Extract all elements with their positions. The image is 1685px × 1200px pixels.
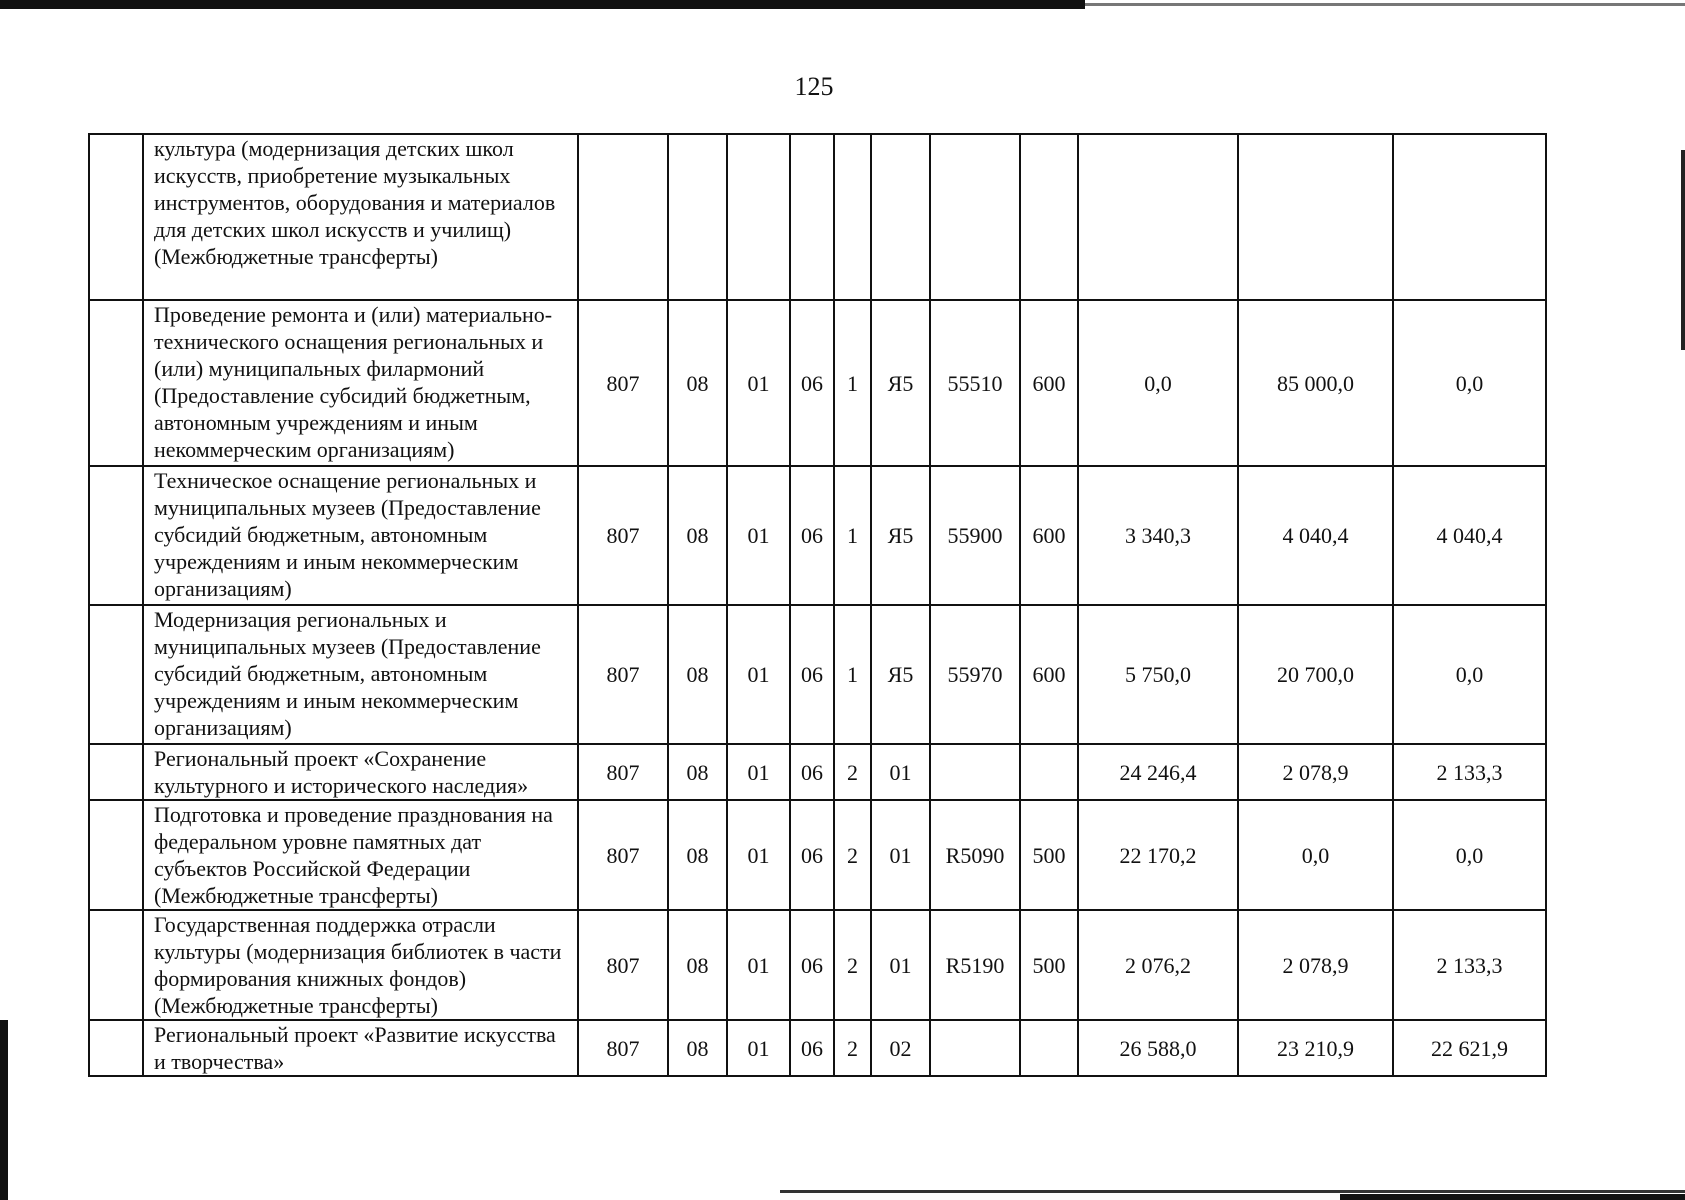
- project-code-cell: [871, 134, 930, 300]
- project-code-cell: 01: [871, 910, 930, 1020]
- row-number-cell: [89, 300, 143, 466]
- item-name-cell: Государственная поддержка отрасли культуры (модернизация библиотек в части формирования книжных фондов) (Межбюджетные трансферты): [143, 910, 578, 1020]
- table-row: [89, 605, 1546, 744]
- amount-year-2-cell: 85 000,0: [1238, 300, 1393, 466]
- expense-type-cell: [1020, 744, 1078, 800]
- direction-code-cell: R5190: [930, 910, 1020, 1020]
- amount-year-2-cell: 20 700,0: [1238, 605, 1393, 744]
- project-code-cell: 01: [871, 800, 930, 910]
- program-code-cell: 06: [790, 1020, 834, 1076]
- subsection-code-cell: 01: [727, 910, 790, 1020]
- table-row: [89, 910, 1546, 1020]
- subsection-code-cell: 01: [727, 300, 790, 466]
- expense-type-cell: 600: [1020, 300, 1078, 466]
- amount-year-1-cell: 24 246,4: [1078, 744, 1238, 800]
- section-code-cell: [668, 134, 727, 300]
- table-row: [89, 800, 1546, 910]
- amount-year-3-cell: 0,0: [1393, 800, 1546, 910]
- scan-edge-bottom: [780, 1190, 1685, 1193]
- amount-year-3-cell: 0,0: [1393, 605, 1546, 744]
- ministry-code-cell: [578, 134, 668, 300]
- program-code-cell: [790, 134, 834, 300]
- item-name-cell: Проведение ремонта и (или) материально-технического оснащения региональных и (или) муниципальных филармоний (Предоставление субсидий бюджетным, автономным учреждениям и иным некоммерческим организациям): [143, 300, 578, 466]
- row-number-cell: [89, 605, 143, 744]
- scan-edge-right: [1681, 150, 1685, 350]
- section-code-cell: 08: [668, 466, 727, 605]
- row-number-cell: [89, 910, 143, 1020]
- amount-year-1-cell: [1078, 134, 1238, 300]
- amount-year-2-cell: 4 040,4: [1238, 466, 1393, 605]
- budget-table-body: [89, 134, 1546, 1076]
- amount-year-3-cell: 4 040,4: [1393, 466, 1546, 605]
- scan-edge-top-fade: [1085, 3, 1685, 6]
- amount-year-1-cell: 0,0: [1078, 300, 1238, 466]
- item-name-cell: Региональный проект «Сохранение культурного и исторического наследия»: [143, 744, 578, 800]
- subprogram-code-cell: 2: [834, 910, 871, 1020]
- direction-code-cell: 55510: [930, 300, 1020, 466]
- subsection-code-cell: 01: [727, 744, 790, 800]
- amount-year-2-cell: 23 210,9: [1238, 1020, 1393, 1076]
- row-number-cell: [89, 800, 143, 910]
- subsection-code-cell: 01: [727, 1020, 790, 1076]
- section-code-cell: 08: [668, 300, 727, 466]
- amount-year-3-cell: [1393, 134, 1546, 300]
- project-code-cell: 02: [871, 1020, 930, 1076]
- row-number-cell: [89, 744, 143, 800]
- program-code-cell: 06: [790, 300, 834, 466]
- item-name-cell: Подготовка и проведение празднования на федеральном уровне памятных дат субъектов Российской Федерации (Межбюджетные трансферты): [143, 800, 578, 910]
- project-code-cell: Я5: [871, 466, 930, 605]
- item-name-cell: Региональный проект «Развитие искусства и творчества»: [143, 1020, 578, 1076]
- subprogram-code-cell: 2: [834, 1020, 871, 1076]
- program-code-cell: 06: [790, 910, 834, 1020]
- expense-type-cell: [1020, 1020, 1078, 1076]
- ministry-code-cell: 807: [578, 910, 668, 1020]
- item-name-cell: культура (модернизация детских школ искусств, приобретение музыкальных инструментов, оборудования и материалов для детских школ искусств и училищ) (Межбюджетные трансферты): [143, 134, 578, 300]
- direction-code-cell: [930, 134, 1020, 300]
- expense-type-cell: [1020, 134, 1078, 300]
- subprogram-code-cell: [834, 134, 871, 300]
- subprogram-code-cell: 2: [834, 800, 871, 910]
- expense-type-cell: 500: [1020, 910, 1078, 1020]
- direction-code-cell: R5090: [930, 800, 1020, 910]
- project-code-cell: Я5: [871, 605, 930, 744]
- amount-year-1-cell: 22 170,2: [1078, 800, 1238, 910]
- amount-year-2-cell: [1238, 134, 1393, 300]
- amount-year-3-cell: 22 621,9: [1393, 1020, 1546, 1076]
- table-row: [89, 134, 1546, 300]
- subsection-code-cell: [727, 134, 790, 300]
- section-code-cell: 08: [668, 744, 727, 800]
- subprogram-code-cell: 2: [834, 744, 871, 800]
- row-number-cell: [89, 1020, 143, 1076]
- direction-code-cell: 55970: [930, 605, 1020, 744]
- program-code-cell: 06: [790, 466, 834, 605]
- expense-type-cell: 600: [1020, 605, 1078, 744]
- ministry-code-cell: 807: [578, 605, 668, 744]
- project-code-cell: Я5: [871, 300, 930, 466]
- table-row: [89, 466, 1546, 605]
- subsection-code-cell: 01: [727, 466, 790, 605]
- amount-year-3-cell: 0,0: [1393, 300, 1546, 466]
- direction-code-cell: [930, 1020, 1020, 1076]
- amount-year-1-cell: 5 750,0: [1078, 605, 1238, 744]
- scan-edge-top: [0, 0, 1085, 9]
- table-row: [89, 744, 1546, 800]
- direction-code-cell: [930, 744, 1020, 800]
- amount-year-3-cell: 2 133,3: [1393, 744, 1546, 800]
- scan-edge-bottom-corner: [1340, 1194, 1685, 1200]
- subsection-code-cell: 01: [727, 605, 790, 744]
- table-row: [89, 1020, 1546, 1076]
- page-number: 125: [794, 72, 834, 101]
- amount-year-1-cell: 2 076,2: [1078, 910, 1238, 1020]
- row-number-cell: [89, 466, 143, 605]
- ministry-code-cell: 807: [578, 466, 668, 605]
- item-name-cell: Модернизация региональных и муниципальных музеев (Предоставление субсидий бюджетным, автономным учреждениям и иным некоммерческим организациям): [143, 605, 578, 744]
- section-code-cell: 08: [668, 1020, 727, 1076]
- section-code-cell: 08: [668, 800, 727, 910]
- row-number-cell: [89, 134, 143, 300]
- item-name-cell: Техническое оснащение региональных и муниципальных музеев (Предоставление субсидий бюджетным, автономным учреждениям и иным некоммерческим организациям): [143, 466, 578, 605]
- expense-type-cell: 500: [1020, 800, 1078, 910]
- subprogram-code-cell: 1: [834, 300, 871, 466]
- table-row: [89, 300, 1546, 466]
- section-code-cell: 08: [668, 910, 727, 1020]
- ministry-code-cell: 807: [578, 800, 668, 910]
- direction-code-cell: 55900: [930, 466, 1020, 605]
- amount-year-1-cell: 26 588,0: [1078, 1020, 1238, 1076]
- ministry-code-cell: 807: [578, 300, 668, 466]
- amount-year-2-cell: 0,0: [1238, 800, 1393, 910]
- program-code-cell: 06: [790, 605, 834, 744]
- ministry-code-cell: 807: [578, 1020, 668, 1076]
- scan-edge-left: [0, 1020, 8, 1200]
- project-code-cell: 01: [871, 744, 930, 800]
- program-code-cell: 06: [790, 800, 834, 910]
- program-code-cell: 06: [790, 744, 834, 800]
- amount-year-1-cell: 3 340,3: [1078, 466, 1238, 605]
- subprogram-code-cell: 1: [834, 466, 871, 605]
- budget-table: [88, 133, 1547, 1077]
- amount-year-2-cell: 2 078,9: [1238, 910, 1393, 1020]
- section-code-cell: 08: [668, 605, 727, 744]
- subprogram-code-cell: 1: [834, 605, 871, 744]
- amount-year-2-cell: 2 078,9: [1238, 744, 1393, 800]
- amount-year-3-cell: 2 133,3: [1393, 910, 1546, 1020]
- subsection-code-cell: 01: [727, 800, 790, 910]
- ministry-code-cell: 807: [578, 744, 668, 800]
- expense-type-cell: 600: [1020, 466, 1078, 605]
